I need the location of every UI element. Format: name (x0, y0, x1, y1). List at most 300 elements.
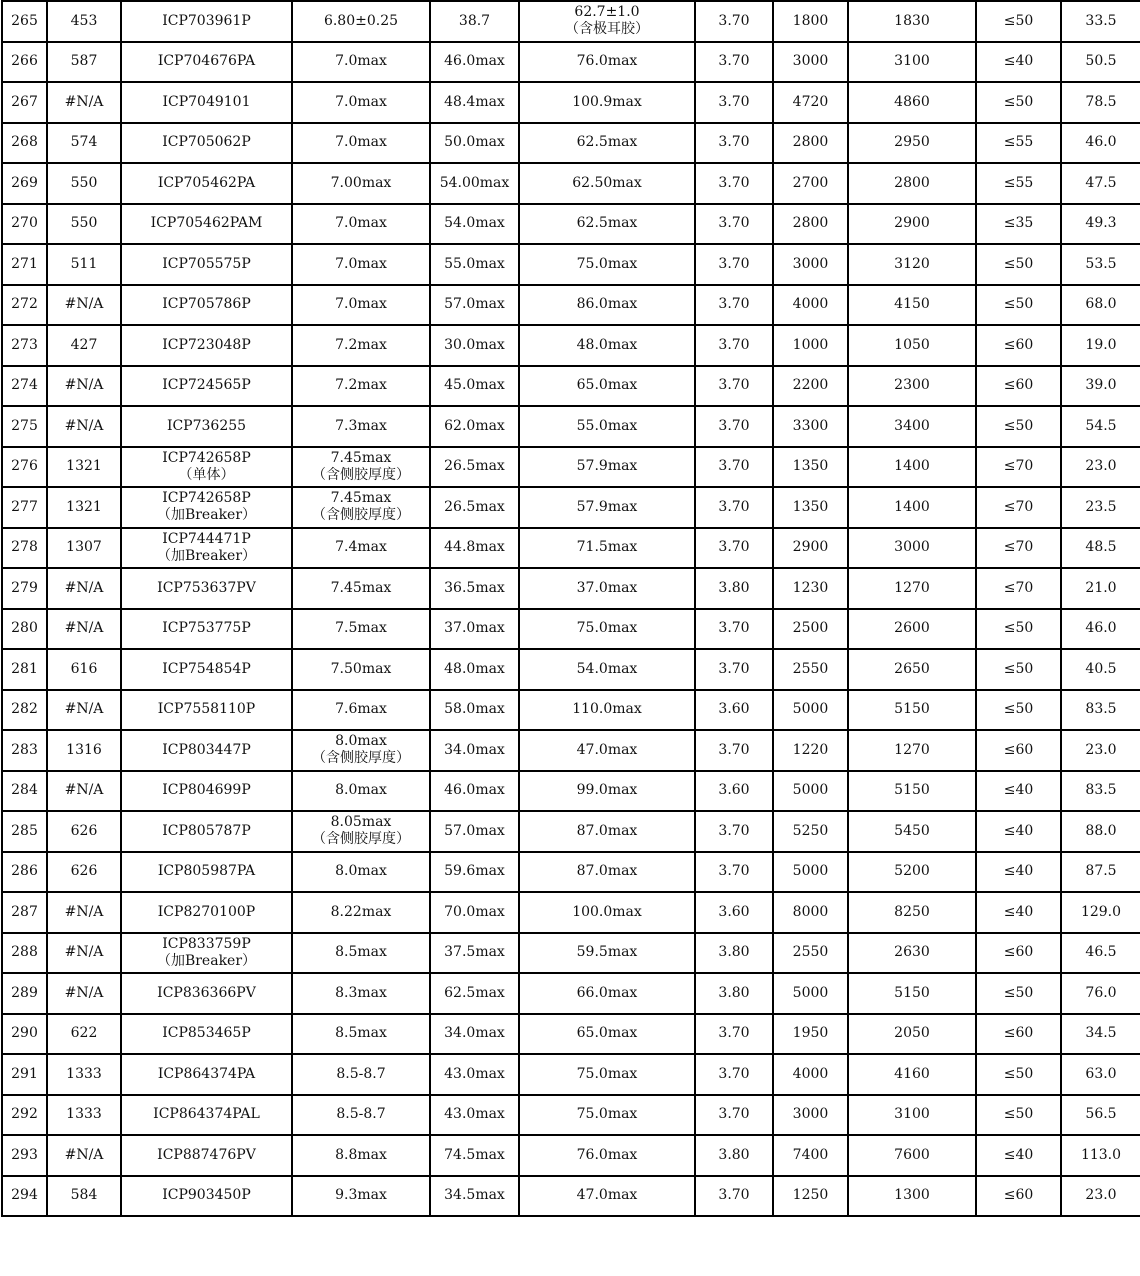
model-cell: ICP705462PA (121, 163, 292, 204)
length-cell: 75.0max (519, 609, 695, 650)
code-cell: #N/A (47, 690, 121, 731)
min-capacity-cell: 1350 (773, 487, 848, 528)
table-body (2, 1, 1140, 1216)
row-number-cell: 281 (2, 649, 47, 690)
resistance-cell: ≤50 (976, 690, 1061, 731)
cell-text-line: 62.7±1.0 (574, 4, 640, 21)
typical-capacity-cell: 1830 (848, 1, 976, 42)
cell-text-line: 7.45max (330, 490, 392, 507)
voltage-cell: 3.70 (695, 406, 773, 447)
min-capacity-cell: 1000 (773, 325, 848, 366)
voltage-cell: 3.80 (695, 933, 773, 974)
length-cell: 62.5max (519, 123, 695, 164)
resistance-cell: ≤60 (976, 730, 1061, 771)
min-capacity-cell: 7400 (773, 1135, 848, 1176)
width-cell: 59.6max (430, 852, 519, 893)
table-row (2, 730, 1140, 771)
typical-capacity-cell: 5150 (848, 973, 976, 1014)
resistance-cell: ≤60 (976, 366, 1061, 407)
voltage-cell: 3.70 (695, 244, 773, 285)
typical-capacity-cell: 1400 (848, 447, 976, 488)
row-number-cell: 293 (2, 1135, 47, 1176)
length-cell: 75.0max (519, 1054, 695, 1095)
width-cell: 70.0max (430, 892, 519, 933)
min-capacity-cell: 2700 (773, 163, 848, 204)
voltage-cell: 3.70 (695, 1095, 773, 1136)
voltage-cell: 3.70 (695, 1, 773, 42)
resistance-cell: ≤40 (976, 771, 1061, 812)
model-cell: ICP853465P (121, 1014, 292, 1055)
weight-cell: 23.0 (1061, 447, 1140, 488)
code-cell: 550 (47, 163, 121, 204)
table-row (2, 487, 1140, 528)
length-cell: 75.0max (519, 244, 695, 285)
weight-cell: 23.0 (1061, 1176, 1140, 1217)
cell-text-line: 8.0max (335, 733, 387, 750)
model-cell: ICP7049101 (121, 82, 292, 123)
table-row (2, 1135, 1140, 1176)
row-number-cell: 278 (2, 528, 47, 569)
table-row (2, 933, 1140, 974)
length-cell: 76.0max (519, 42, 695, 83)
row-number-cell: 283 (2, 730, 47, 771)
resistance-cell: ≤50 (976, 82, 1061, 123)
thickness-cell: 7.0max (292, 204, 430, 245)
cell-text-line: ICP833759P (162, 935, 251, 952)
min-capacity-cell: 4000 (773, 1054, 848, 1095)
width-cell: 48.4max (430, 82, 519, 123)
resistance-cell: ≤50 (976, 609, 1061, 650)
voltage-cell: 3.70 (695, 1176, 773, 1217)
length-cell: 55.0max (519, 406, 695, 447)
min-capacity-cell: 1350 (773, 447, 848, 488)
min-capacity-cell: 4720 (773, 82, 848, 123)
code-cell: #N/A (47, 973, 121, 1014)
voltage-cell: 3.70 (695, 82, 773, 123)
code-cell: 1307 (47, 528, 121, 569)
resistance-cell: ≤60 (976, 325, 1061, 366)
typical-capacity-cell: 5450 (848, 811, 976, 852)
min-capacity-cell: 5000 (773, 852, 848, 893)
code-cell: #N/A (47, 933, 121, 974)
model-cell: ICP887476PV (121, 1135, 292, 1176)
min-capacity-cell: 4000 (773, 285, 848, 326)
thickness-cell: 7.0max (292, 285, 430, 326)
min-capacity-cell: 5250 (773, 811, 848, 852)
code-cell: 1333 (47, 1095, 121, 1136)
width-cell: 74.5max (430, 1135, 519, 1176)
row-number-cell: 273 (2, 325, 47, 366)
cell-text-line: ICP742658P (162, 449, 251, 466)
min-capacity-cell: 3000 (773, 1095, 848, 1136)
thickness-cell: 7.45max (292, 568, 430, 609)
weight-cell: 83.5 (1061, 690, 1140, 731)
thickness-cell: 8.3max (292, 973, 430, 1014)
typical-capacity-cell: 8250 (848, 892, 976, 933)
min-capacity-cell: 2500 (773, 609, 848, 650)
resistance-cell: ≤60 (976, 933, 1061, 974)
code-cell: 574 (47, 123, 121, 164)
code-cell: 626 (47, 852, 121, 893)
row-number-cell: 288 (2, 933, 47, 974)
model-cell: ICP803447P (121, 730, 292, 771)
width-cell: 26.5max (430, 447, 519, 488)
voltage-cell: 3.70 (695, 366, 773, 407)
width-cell: 36.5max (430, 568, 519, 609)
thickness-cell: 7.50max (292, 649, 430, 690)
weight-cell: 76.0 (1061, 973, 1140, 1014)
model-cell: ICP903450P (121, 1176, 292, 1217)
table-row (2, 852, 1140, 893)
width-cell: 54.00max (430, 163, 519, 204)
min-capacity-cell: 5000 (773, 690, 848, 731)
resistance-cell: ≤40 (976, 892, 1061, 933)
width-cell: 26.5max (430, 487, 519, 528)
cell-text-line: （含极耳胶） (565, 21, 649, 38)
typical-capacity-cell: 1050 (848, 325, 976, 366)
typical-capacity-cell: 4150 (848, 285, 976, 326)
table-row (2, 406, 1140, 447)
cell-text-line: ICP742658P (162, 490, 251, 507)
code-cell: 616 (47, 649, 121, 690)
thickness-cell: 7.0max (292, 42, 430, 83)
width-cell: 50.0max (430, 123, 519, 164)
weight-cell: 50.5 (1061, 42, 1140, 83)
min-capacity-cell: 3000 (773, 42, 848, 83)
typical-capacity-cell: 2900 (848, 204, 976, 245)
model-cell: ICP805987PA (121, 852, 292, 893)
length-cell: 86.0max (519, 285, 695, 326)
row-number-cell: 269 (2, 163, 47, 204)
length-cell: 71.5max (519, 528, 695, 569)
table-row (2, 42, 1140, 83)
width-cell: 34.0max (430, 730, 519, 771)
typical-capacity-cell: 5150 (848, 690, 976, 731)
code-cell: 1333 (47, 1054, 121, 1095)
table-row (2, 811, 1140, 852)
model-cell: ICP7558110P (121, 690, 292, 731)
table-row (2, 690, 1140, 731)
min-capacity-cell: 5000 (773, 973, 848, 1014)
model-cell: ICP8270100P (121, 892, 292, 933)
length-cell: 59.5max (519, 933, 695, 974)
length-cell: 62.5max (519, 204, 695, 245)
min-capacity-cell: 2800 (773, 123, 848, 164)
table-row (2, 447, 1140, 488)
resistance-cell: ≤50 (976, 1095, 1061, 1136)
min-capacity-cell: 2550 (773, 933, 848, 974)
resistance-cell: ≤40 (976, 852, 1061, 893)
weight-cell: 54.5 (1061, 406, 1140, 447)
min-capacity-cell: 1950 (773, 1014, 848, 1055)
resistance-cell: ≤70 (976, 568, 1061, 609)
code-cell: #N/A (47, 609, 121, 650)
resistance-cell: ≤60 (976, 1014, 1061, 1055)
row-number-cell: 280 (2, 609, 47, 650)
width-cell: 34.0max (430, 1014, 519, 1055)
thickness-cell: 8.5-8.7 (292, 1054, 430, 1095)
row-number-cell: 265 (2, 1, 47, 42)
code-cell: #N/A (47, 568, 121, 609)
code-cell: 626 (47, 811, 121, 852)
voltage-cell: 3.70 (695, 811, 773, 852)
model-cell: ICP753775P (121, 609, 292, 650)
code-cell: #N/A (47, 892, 121, 933)
resistance-cell: ≤50 (976, 1, 1061, 42)
weight-cell: 129.0 (1061, 892, 1140, 933)
row-number-cell: 272 (2, 285, 47, 326)
model-cell: ICP864374PA (121, 1054, 292, 1095)
voltage-cell: 3.70 (695, 1054, 773, 1095)
thickness-cell: 7.4max (292, 528, 430, 569)
model-cell: ICP723048P (121, 325, 292, 366)
voltage-cell: 3.70 (695, 730, 773, 771)
cell-text-line: （加Breaker） (156, 507, 257, 524)
length-cell: 75.0max (519, 1095, 695, 1136)
table-row (2, 649, 1140, 690)
thickness-cell: 6.80±0.25 (292, 1, 430, 42)
typical-capacity-cell: 4860 (848, 82, 976, 123)
model-cell: ICP704676PA (121, 42, 292, 83)
min-capacity-cell: 5000 (773, 771, 848, 812)
table-row (2, 1176, 1140, 1217)
typical-capacity-cell: 2630 (848, 933, 976, 974)
cell-text-line: （加Breaker） (156, 952, 257, 969)
width-cell: 30.0max (430, 325, 519, 366)
thickness-cell: 8.0max (292, 852, 430, 893)
thickness-cell: 8.5max (292, 933, 430, 974)
row-number-cell: 274 (2, 366, 47, 407)
weight-cell: 68.0 (1061, 285, 1140, 326)
weight-cell: 56.5 (1061, 1095, 1140, 1136)
typical-capacity-cell: 2950 (848, 123, 976, 164)
width-cell: 57.0max (430, 811, 519, 852)
resistance-cell: ≤70 (976, 447, 1061, 488)
resistance-cell: ≤35 (976, 204, 1061, 245)
table-row (2, 1095, 1140, 1136)
voltage-cell: 3.60 (695, 690, 773, 731)
thickness-cell: 7.2max (292, 366, 430, 407)
width-cell: 37.0max (430, 609, 519, 650)
weight-cell: 23.5 (1061, 487, 1140, 528)
typical-capacity-cell: 1400 (848, 487, 976, 528)
row-number-cell: 277 (2, 487, 47, 528)
table-row (2, 1, 1140, 42)
thickness-cell: 8.8max (292, 1135, 430, 1176)
thickness-cell: 8.22max (292, 892, 430, 933)
row-number-cell: 266 (2, 42, 47, 83)
typical-capacity-cell: 3100 (848, 42, 976, 83)
code-cell: 427 (47, 325, 121, 366)
weight-cell: 21.0 (1061, 568, 1140, 609)
weight-cell: 34.5 (1061, 1014, 1140, 1055)
min-capacity-cell: 1220 (773, 730, 848, 771)
typical-capacity-cell: 2300 (848, 366, 976, 407)
thickness-cell: 7.5max (292, 609, 430, 650)
thickness-cell: 9.3max (292, 1176, 430, 1217)
model-cell: ICP705786P (121, 285, 292, 326)
thickness-cell: 8.5-8.7 (292, 1095, 430, 1136)
battery-spec-table (1, 0, 1140, 1217)
min-capacity-cell: 3000 (773, 244, 848, 285)
resistance-cell: ≤55 (976, 123, 1061, 164)
row-number-cell: 267 (2, 82, 47, 123)
voltage-cell: 3.80 (695, 568, 773, 609)
typical-capacity-cell: 1270 (848, 568, 976, 609)
resistance-cell: ≤50 (976, 406, 1061, 447)
table-row (2, 1054, 1140, 1095)
width-cell: 62.0max (430, 406, 519, 447)
min-capacity-cell: 3300 (773, 406, 848, 447)
model-cell: ICP703961P (121, 1, 292, 42)
voltage-cell: 3.70 (695, 123, 773, 164)
row-number-cell: 289 (2, 973, 47, 1014)
length-cell: 48.0max (519, 325, 695, 366)
table-row (2, 244, 1140, 285)
code-cell: #N/A (47, 771, 121, 812)
thickness-cell (292, 811, 430, 852)
voltage-cell: 3.70 (695, 528, 773, 569)
cell-text-line: 7.45max (330, 449, 392, 466)
length-cell: 110.0max (519, 690, 695, 731)
table-row (2, 366, 1140, 407)
cell-text-line: （加Breaker） (156, 547, 257, 564)
length-cell: 47.0max (519, 730, 695, 771)
model-cell: ICP836366PV (121, 973, 292, 1014)
code-cell: 1321 (47, 447, 121, 488)
model-cell: ICP753637PV (121, 568, 292, 609)
weight-cell: 46.5 (1061, 933, 1140, 974)
table-row (2, 82, 1140, 123)
weight-cell: 78.5 (1061, 82, 1140, 123)
weight-cell: 23.0 (1061, 730, 1140, 771)
length-cell: 62.50max (519, 163, 695, 204)
weight-cell: 46.0 (1061, 123, 1140, 164)
width-cell: 37.5max (430, 933, 519, 974)
model-cell: ICP804699P (121, 771, 292, 812)
width-cell: 48.0max (430, 649, 519, 690)
weight-cell: 113.0 (1061, 1135, 1140, 1176)
row-number-cell: 284 (2, 771, 47, 812)
typical-capacity-cell: 1300 (848, 1176, 976, 1217)
typical-capacity-cell: 2800 (848, 163, 976, 204)
voltage-cell: 3.70 (695, 285, 773, 326)
resistance-cell: ≤70 (976, 528, 1061, 569)
thickness-cell: 7.3max (292, 406, 430, 447)
min-capacity-cell: 1800 (773, 1, 848, 42)
table-row (2, 528, 1140, 569)
weight-cell: 47.5 (1061, 163, 1140, 204)
code-cell: #N/A (47, 82, 121, 123)
code-cell: #N/A (47, 406, 121, 447)
length-cell: 54.0max (519, 649, 695, 690)
typical-capacity-cell: 5150 (848, 771, 976, 812)
table-row (2, 892, 1140, 933)
length-cell: 87.0max (519, 852, 695, 893)
weight-cell: 49.3 (1061, 204, 1140, 245)
length-cell: 100.0max (519, 892, 695, 933)
code-cell: 1321 (47, 487, 121, 528)
table-row (2, 771, 1140, 812)
typical-capacity-cell: 3120 (848, 244, 976, 285)
length-cell: 65.0max (519, 1014, 695, 1055)
typical-capacity-cell: 1270 (848, 730, 976, 771)
length-cell: 87.0max (519, 811, 695, 852)
code-cell: 453 (47, 1, 121, 42)
weight-cell: 63.0 (1061, 1054, 1140, 1095)
code-cell: #N/A (47, 285, 121, 326)
model-cell: ICP705462PAM (121, 204, 292, 245)
weight-cell: 46.0 (1061, 609, 1140, 650)
width-cell: 38.7 (430, 1, 519, 42)
table-row (2, 285, 1140, 326)
length-cell (519, 1, 695, 42)
resistance-cell: ≤50 (976, 285, 1061, 326)
voltage-cell: 3.60 (695, 892, 773, 933)
weight-cell: 48.5 (1061, 528, 1140, 569)
thickness-cell (292, 447, 430, 488)
length-cell: 57.9max (519, 487, 695, 528)
resistance-cell: ≤40 (976, 811, 1061, 852)
code-cell: #N/A (47, 1135, 121, 1176)
weight-cell: 40.5 (1061, 649, 1140, 690)
code-cell: 584 (47, 1176, 121, 1217)
row-number-cell: 268 (2, 123, 47, 164)
width-cell: 46.0max (430, 771, 519, 812)
row-number-cell: 276 (2, 447, 47, 488)
thickness-cell (292, 730, 430, 771)
cell-text-line: （含侧胶厚度） (312, 466, 410, 483)
weight-cell: 33.5 (1061, 1, 1140, 42)
weight-cell: 88.0 (1061, 811, 1140, 852)
thickness-cell: 7.00max (292, 163, 430, 204)
table-row (2, 325, 1140, 366)
table-row (2, 568, 1140, 609)
row-number-cell: 291 (2, 1054, 47, 1095)
thickness-cell: 8.0max (292, 771, 430, 812)
cell-text-line: （单体） (178, 466, 235, 483)
code-cell: #N/A (47, 366, 121, 407)
table-row (2, 973, 1140, 1014)
row-number-cell: 286 (2, 852, 47, 893)
min-capacity-cell: 8000 (773, 892, 848, 933)
min-capacity-cell: 2800 (773, 204, 848, 245)
row-number-cell: 271 (2, 244, 47, 285)
cell-text-line: （含侧胶厚度） (312, 831, 410, 848)
row-number-cell: 287 (2, 892, 47, 933)
length-cell: 99.0max (519, 771, 695, 812)
min-capacity-cell: 2900 (773, 528, 848, 569)
weight-cell: 83.5 (1061, 771, 1140, 812)
table-row (2, 163, 1140, 204)
resistance-cell: ≤40 (976, 42, 1061, 83)
row-number-cell: 282 (2, 690, 47, 731)
row-number-cell: 290 (2, 1014, 47, 1055)
code-cell: 622 (47, 1014, 121, 1055)
cell-text-line: ICP744471P (162, 530, 251, 547)
model-cell: ICP864374PAL (121, 1095, 292, 1136)
voltage-cell: 3.80 (695, 973, 773, 1014)
thickness-cell (292, 487, 430, 528)
typical-capacity-cell: 4160 (848, 1054, 976, 1095)
voltage-cell: 3.70 (695, 649, 773, 690)
voltage-cell: 3.70 (695, 609, 773, 650)
weight-cell: 53.5 (1061, 244, 1140, 285)
model-cell (121, 933, 292, 974)
typical-capacity-cell: 3100 (848, 1095, 976, 1136)
table-row (2, 123, 1140, 164)
model-cell: ICP736255 (121, 406, 292, 447)
